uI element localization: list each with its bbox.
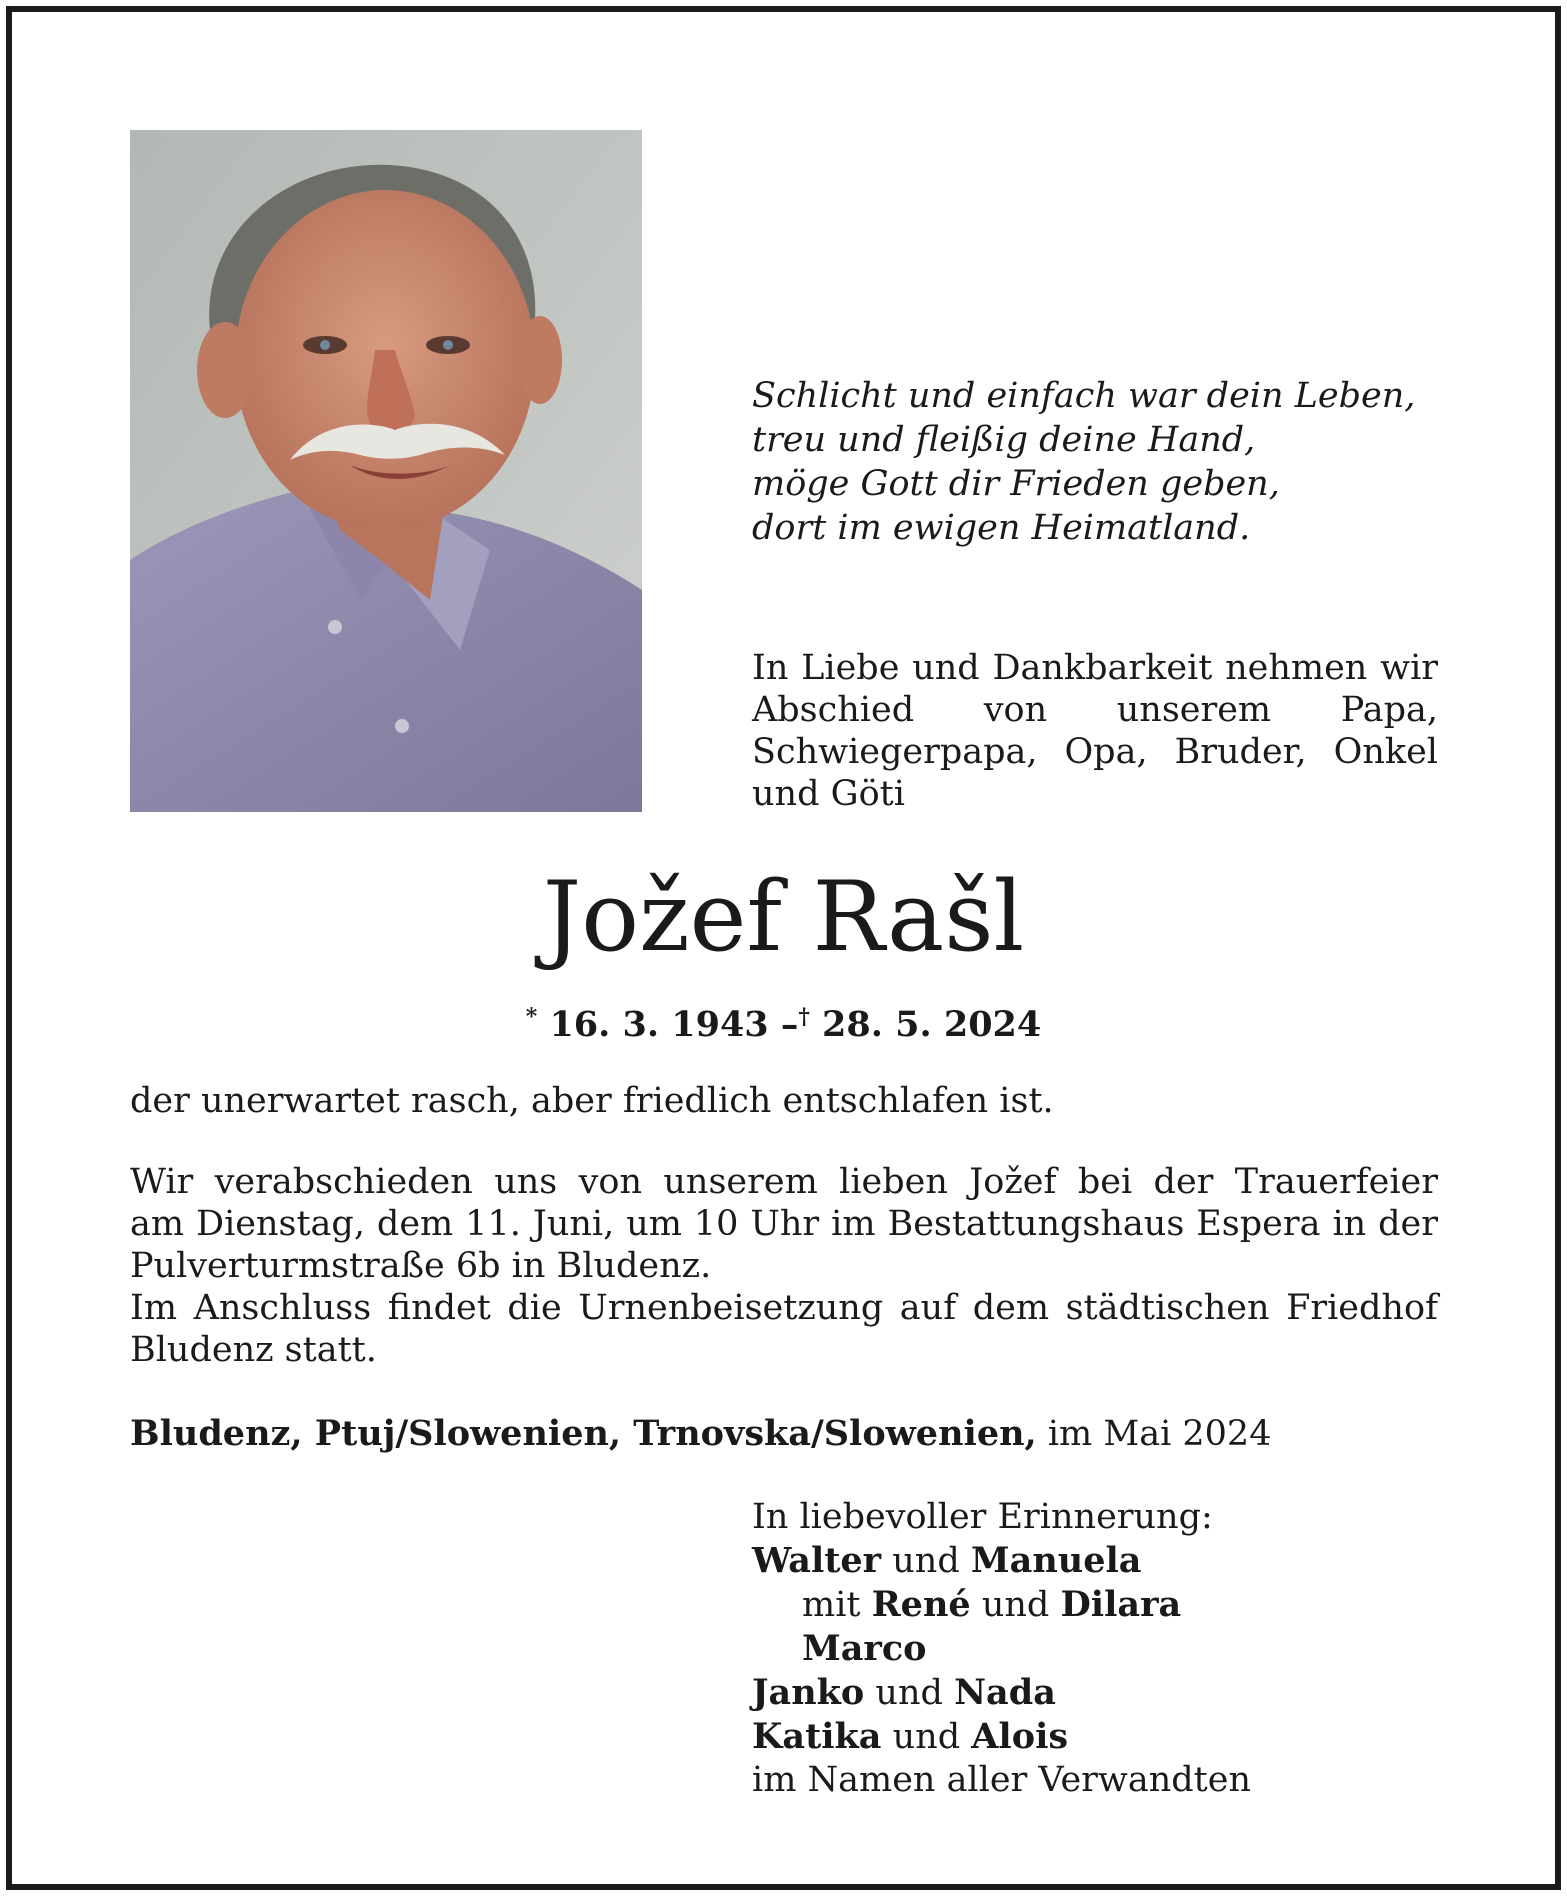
conjunction: und [892, 1717, 961, 1757]
verse-line: möge Gott dir Frieden geben, [752, 464, 1280, 504]
ceremony-line: am Dienstag, dem 11. Juni, um 10 Uhr im Bestattungshaus Espera in der [130, 1204, 1438, 1244]
portrait-photo [130, 130, 642, 812]
ceremony-line: Wir verabschieden uns von unserem lieben Jožef bei der Trauerfeier [130, 1162, 1438, 1202]
conjunction: und [981, 1585, 1050, 1625]
family-name: Walter [752, 1540, 882, 1581]
farewell-intro: In Liebe und Dankbarkeit nehmen wir Abschied von unserem Papa, Schwiegerpapa, Opa, Bruder, Onkel und Göti [752, 648, 1438, 814]
verse-line: dort im ewigen Heimatland. [752, 508, 1251, 548]
family-name: Dilara [1060, 1584, 1182, 1625]
family-name: Nada [954, 1672, 1056, 1713]
memorial-verse [752, 374, 1472, 550]
family-signatures [752, 1496, 1452, 1802]
passing-statement: der unerwartet rasch, aber friedlich entschlafen ist. [130, 1081, 1054, 1121]
family-name: Janko [752, 1672, 865, 1713]
family-name: René [871, 1584, 971, 1625]
death-date: 28. 5. 2024 [822, 1004, 1042, 1045]
family-heading: In liebevoller Erinnerung: [752, 1497, 1213, 1537]
ceremony-line: Bludenz statt. [130, 1330, 377, 1370]
death-symbol: † [798, 1004, 810, 1030]
life-dates [0, 995, 1567, 1047]
deceased-name: Jožef Rašl [542, 861, 1025, 973]
portrait-illustration [130, 130, 642, 812]
ceremony-line: Pulverturmstraße 6b in Bludenz. [130, 1246, 712, 1286]
notice-date: im Mai 2024 [1047, 1414, 1272, 1454]
family-closing: im Namen aller Verwandten [752, 1760, 1251, 1800]
ceremony-details [130, 1161, 1438, 1371]
family-row [752, 1583, 1452, 1627]
places-and-date [130, 1413, 1438, 1455]
verse-line: Schlicht und einfach war dein Leben, [752, 376, 1416, 416]
family-row [752, 1627, 1452, 1671]
verse-line: treu und fleißig deine Hand, [752, 420, 1256, 460]
birth-symbol: * [525, 1004, 538, 1030]
places-list: Bludenz, Ptuj/Slowenien, Trnovska/Slowenien, [130, 1413, 1037, 1454]
family-name: Marco [802, 1628, 927, 1669]
family-row [752, 1671, 1452, 1715]
conjunction: und [875, 1673, 943, 1713]
family-name: Katika [752, 1716, 882, 1757]
family-row [752, 1539, 1452, 1583]
conjunction: mit [802, 1585, 861, 1625]
family-name: Manuela [970, 1540, 1142, 1581]
date-separator: – [780, 1004, 799, 1045]
family-name: Alois [971, 1716, 1069, 1757]
ceremony-line: Im Anschluss findet die Urnenbeisetzung auf dem städtischen Friedhof [130, 1288, 1438, 1328]
birth-date: 16. 3. 1943 [549, 1004, 769, 1045]
family-row [752, 1715, 1452, 1759]
conjunction: und [892, 1541, 960, 1581]
